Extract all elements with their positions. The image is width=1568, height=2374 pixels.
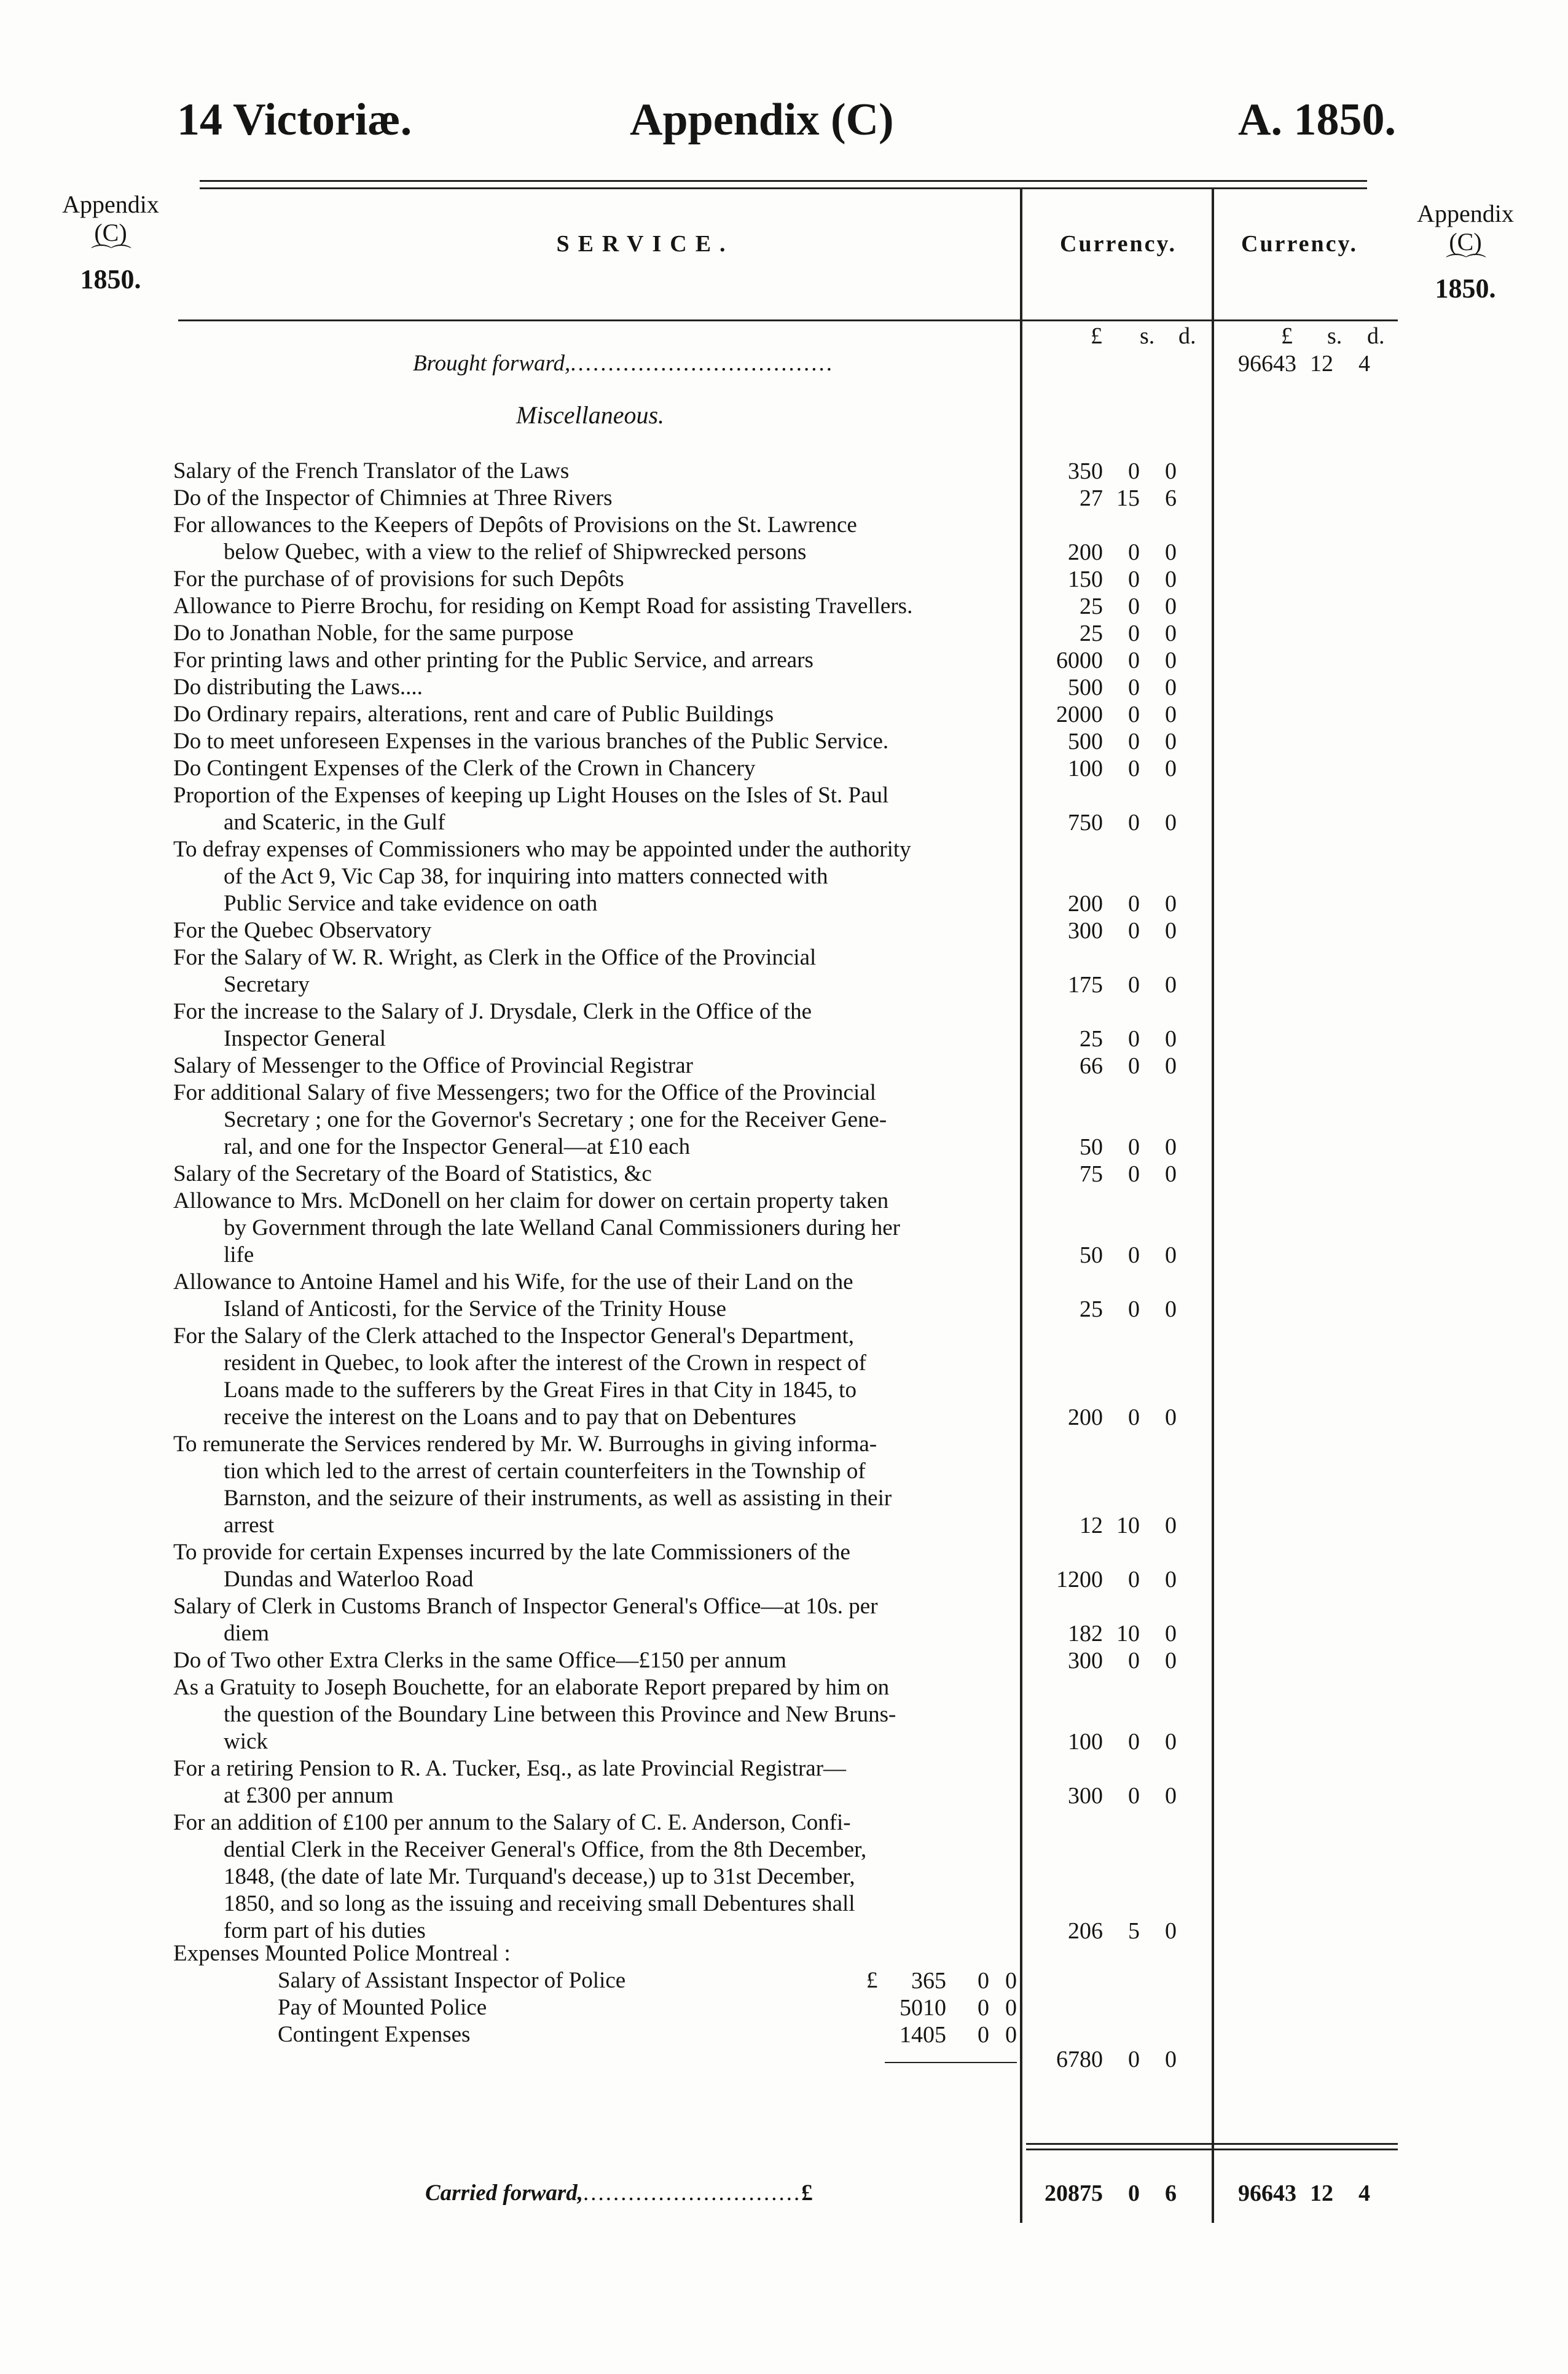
- amount-pence: 0: [1165, 1161, 1177, 1187]
- item-text: arrest: [224, 1513, 275, 1538]
- margin-label: Appendix: [62, 190, 159, 218]
- amount-shillings: 0: [1128, 458, 1140, 484]
- carried-forward-label: Carried forward,: [425, 2180, 583, 2206]
- amount-pence: 0: [1165, 1053, 1177, 1079]
- amount-pence: 0: [1165, 1729, 1177, 1755]
- amount-pounds: 200: [1068, 1404, 1103, 1430]
- item-text: the question of the Boundary Line between this Province and New Bruns-: [224, 1702, 896, 1727]
- unit-pence: d.: [1178, 323, 1196, 349]
- item-amount: [1029, 1918, 1177, 1945]
- margin-brace: ⌒⌒: [91, 245, 130, 267]
- table-row: [173, 674, 1016, 701]
- item-text: For printing laws and other printing for the Public Service, and arrears: [173, 648, 813, 673]
- item-text: For the purchase of of provisions for such Depôts: [173, 566, 624, 592]
- unit-shilling: s.: [1140, 323, 1155, 349]
- amount-shillings: 0: [1128, 918, 1140, 944]
- carried-forward-row: [173, 2180, 1016, 2207]
- item-amount: [1029, 593, 1177, 620]
- item-text: Salary of the French Translator of the Laws: [173, 458, 570, 484]
- column-divider: [1212, 189, 1214, 2223]
- item-amount: [1029, 1161, 1177, 1188]
- amount-pounds: 25: [1080, 594, 1103, 619]
- amount-pence: 6: [1165, 2180, 1177, 2206]
- table-row: [173, 1323, 1016, 1431]
- amount-pounds: 27: [1080, 485, 1103, 511]
- item-amount: [1029, 1566, 1177, 1593]
- police-total-amount: [1029, 2046, 1177, 2073]
- amount-shillings: 0: [1128, 1648, 1140, 1674]
- unit-shilling: s.: [1327, 323, 1343, 349]
- amount-shillings: 0: [1128, 702, 1140, 727]
- item-amount: [1029, 1620, 1177, 1647]
- item-text: diem: [224, 1621, 269, 1646]
- item-text: For the Quebec Observatory: [173, 918, 432, 943]
- margin-note-left: [43, 190, 178, 294]
- amount-pounds: 20875: [1045, 2180, 1103, 2206]
- amount-pounds: 66: [1080, 1053, 1103, 1079]
- amount-shillings: 0: [1128, 972, 1140, 998]
- item-amount: [1029, 1052, 1177, 1079]
- table-row: [173, 1809, 1016, 1945]
- amount-shillings: 10: [1116, 1513, 1140, 1538]
- item-text: form part of his duties: [224, 1918, 426, 1943]
- item-text: Allowance to Pierre Brochu, for residing on Kempt Road for assisting Travellers.: [173, 594, 913, 619]
- table-row: [173, 566, 1016, 593]
- amount-shillings: 12: [1310, 2180, 1333, 2206]
- table-row: [173, 620, 1016, 647]
- amount-pounds: 200: [1068, 539, 1103, 565]
- amount-pounds: 6780: [1056, 2047, 1103, 2072]
- table-row: [173, 512, 1016, 566]
- police-item-label: Contingent Expenses: [278, 2022, 471, 2047]
- item-amount: [1029, 971, 1177, 998]
- item-text: Inspector General: [224, 1026, 386, 1051]
- amount-pounds: 100: [1068, 1729, 1103, 1755]
- header-rule: [178, 319, 1398, 321]
- table-row: [173, 917, 1016, 944]
- unit-pence: d.: [1367, 323, 1385, 349]
- table-row: [173, 593, 1016, 620]
- item-text: 1850, and so long as the issuing and receiving small Debentures shall: [224, 1891, 855, 1916]
- amount-pence: 0: [1005, 1968, 1017, 1994]
- police-item-amount: [872, 1967, 1017, 1994]
- amount-pence: 0: [1165, 756, 1177, 782]
- table-row: [173, 1079, 1016, 1161]
- item-text: To remunerate the Services rendered by Mr. W. Burroughs in giving informa-: [173, 1432, 877, 1457]
- item-amount: [1029, 620, 1177, 647]
- amount-pence: 4: [1358, 2180, 1370, 2206]
- item-text: Do of the Inspector of Chimnies at Three Rivers: [173, 485, 613, 511]
- amount-pounds: 5010: [900, 1995, 946, 2021]
- amount-pence: 0: [1165, 2047, 1177, 2072]
- item-text: Salary of Clerk in Customs Branch of Inspector General's Office—at 10s. per: [173, 1594, 878, 1619]
- item-text: life: [224, 1242, 254, 1267]
- item-text: Barnston, and the seizure of their instruments, as well as assisting in their: [224, 1486, 892, 1511]
- header-left: 14 Victoriæ.: [177, 95, 412, 145]
- margin-year: 1850.: [80, 264, 141, 294]
- item-text: tion which led to the arrest of certain counterfeiters in the Township of: [224, 1459, 866, 1484]
- margin-letter: (C): [94, 219, 127, 246]
- margin-brace: ⌒⌒: [1446, 254, 1485, 276]
- item-amount: [1029, 458, 1177, 485]
- amount-pence: 0: [1165, 1026, 1177, 1052]
- amount-pounds: 750: [1068, 810, 1103, 836]
- item-amount: [1029, 1242, 1177, 1269]
- margin-year: 1850.: [1435, 273, 1496, 304]
- item-amount: [1029, 647, 1177, 674]
- item-text: For the Salary of the Clerk attached to the Inspector General's Department,: [173, 1323, 855, 1349]
- amount-shillings: 10: [1116, 1621, 1140, 1647]
- brought-forward-amount: [1223, 350, 1370, 377]
- amount-pounds: 25: [1080, 1296, 1103, 1322]
- item-text: Loans made to the sufferers by the Great Fires in that City in 1845, to: [224, 1377, 857, 1403]
- amount-pounds: 500: [1068, 729, 1103, 754]
- item-amount: [1029, 1404, 1177, 1431]
- amount-pounds: 365: [911, 1968, 946, 1994]
- item-text: Secretary ; one for the Governor's Secretary ; one for the Receiver Gene-: [224, 1107, 887, 1132]
- table-row: [173, 1674, 1016, 1755]
- amount-pence: 6: [1165, 485, 1177, 511]
- brought-forward-label: Brought forward,: [413, 351, 571, 376]
- table-row: [173, 701, 1016, 728]
- table-row: [173, 1188, 1016, 1269]
- amount-pence: 0: [1165, 810, 1177, 836]
- amount-pence: 0: [1165, 729, 1177, 754]
- item-amount: [1029, 728, 1177, 755]
- table-row: [173, 485, 1016, 512]
- amount-pence: 0: [1165, 594, 1177, 619]
- table-row: [173, 1052, 1016, 1079]
- top-rule: [200, 180, 1367, 182]
- police-item-label: Salary of Assistant Inspector of Police: [278, 1968, 626, 1993]
- item-amount: [1029, 1025, 1177, 1052]
- item-text: To defray expenses of Commissioners who may be appointed under the authority: [173, 837, 911, 862]
- top-rule: [200, 187, 1367, 189]
- header-center: Appendix (C): [630, 95, 894, 145]
- item-amount: [1029, 1782, 1177, 1809]
- section-heading: Miscellaneous.: [516, 401, 665, 429]
- amount-pounds: 300: [1068, 918, 1103, 944]
- amount-pence: 0: [1165, 1513, 1177, 1538]
- item-text: at £300 per annum: [224, 1783, 394, 1808]
- amount-shillings: 0: [1128, 2180, 1140, 2206]
- amount-shillings: 0: [1128, 1026, 1140, 1052]
- item-text: dential Clerk in the Receiver General's Office, from the 8th December,: [224, 1837, 867, 1862]
- carried-forward-amount-total: [1223, 2180, 1370, 2207]
- item-text: For allowances to the Keepers of Depôts of Provisions on the St. Lawrence: [173, 512, 857, 538]
- table-row: [173, 1161, 1016, 1188]
- subtotal-rule: [885, 2062, 1017, 2063]
- item-amount: [1029, 1728, 1177, 1755]
- item-amount: [1029, 566, 1177, 593]
- amount-pounds: 96643: [1238, 351, 1296, 377]
- item-text: As a Gratuity to Joseph Bouchette, for an elaborate Report prepared by him on: [173, 1675, 890, 1700]
- item-text: Salary of the Secretary of the Board of Statistics, &c: [173, 1161, 652, 1186]
- unit-pound: £: [1091, 323, 1102, 349]
- amount-pounds: 200: [1068, 891, 1103, 917]
- table-row: [173, 728, 1016, 755]
- amount-pounds: 206: [1068, 1918, 1103, 1944]
- amount-shillings: 0: [1128, 810, 1140, 836]
- amount-pounds: 6000: [1056, 648, 1103, 673]
- amount-shillings: 0: [1128, 648, 1140, 673]
- table-row: [173, 1755, 1016, 1809]
- margin-label: Appendix: [1417, 200, 1514, 227]
- amount-pence: 0: [1005, 1995, 1017, 2021]
- amount-pence: 0: [1165, 458, 1177, 484]
- table-row: [173, 1431, 1016, 1539]
- item-text: receive the interest on the Loans and to pay that on Debentures: [224, 1404, 796, 1430]
- table-row: [173, 944, 1016, 998]
- item-amount: [1029, 674, 1177, 701]
- amount-shillings: 0: [1128, 2047, 1140, 2072]
- amount-pence: 0: [1165, 1404, 1177, 1430]
- unit-pound: £: [1281, 323, 1293, 349]
- amount-pounds: 182: [1068, 1621, 1103, 1647]
- item-text: Do to Jonathan Noble, for the same purpose: [173, 621, 574, 646]
- item-text: Secretary: [224, 972, 310, 997]
- margin-letter: (C): [1449, 228, 1482, 256]
- amount-pence: 0: [1165, 1296, 1177, 1322]
- item-text: For additional Salary of five Messengers; two for the Office of the Provincial: [173, 1080, 876, 1105]
- item-text: Allowance to Antoine Hamel and his Wife, for the use of their Land on the: [173, 1269, 853, 1295]
- column-head-service: SERVICE.: [556, 231, 734, 257]
- item-text: For an addition of £100 per annum to the Salary of C. E. Anderson, Confi-: [173, 1810, 851, 1835]
- amount-pence: 0: [1165, 891, 1177, 917]
- amount-pounds: 96643: [1238, 2180, 1296, 2206]
- amount-shillings: 15: [1116, 485, 1140, 511]
- amount-shillings: 0: [978, 1968, 989, 1994]
- item-text: Do of Two other Extra Clerks in the same Office—£150 per annum: [173, 1648, 786, 1673]
- amount-pence: 0: [1165, 648, 1177, 673]
- item-text: For the Salary of W. R. Wright, as Clerk in the Office of the Provincial: [173, 945, 817, 970]
- amount-shillings: 0: [978, 2022, 989, 2048]
- amount-shillings: 0: [1128, 1404, 1140, 1430]
- item-text: Public Service and take evidence on oath: [224, 891, 598, 916]
- police-item-amount: [872, 2021, 1017, 2048]
- item-text: Allowance to Mrs. McDonell on her claim for dower on certain property taken: [173, 1188, 889, 1213]
- column-head-currency: Currency.: [1241, 231, 1358, 257]
- amount-pence: 0: [1165, 1242, 1177, 1268]
- item-text: For the increase to the Salary of J. Drysdale, Clerk in the Office of the: [173, 999, 812, 1024]
- table-row: [173, 1593, 1016, 1647]
- item-text: of the Act 9, Vic Cap 38, for inquiring into matters connected with: [224, 864, 828, 889]
- item-amount: [1029, 809, 1177, 836]
- amount-pounds: 12: [1080, 1513, 1103, 1538]
- amount-pounds: 350: [1068, 458, 1103, 484]
- column-divider: [1020, 189, 1022, 2223]
- amount-pence: 0: [1165, 621, 1177, 646]
- amount-pence: 0: [1165, 918, 1177, 944]
- item-text: Salary of Messenger to the Office of Provincial Registrar: [173, 1053, 693, 1078]
- item-text: below Quebec, with a view to the relief of Shipwrecked persons: [224, 539, 807, 565]
- table-row: [173, 647, 1016, 674]
- amount-shillings: 0: [1128, 1567, 1140, 1592]
- item-text: Do Ordinary repairs, alterations, rent and care of Public Buildings: [173, 702, 774, 727]
- amount-pence: 0: [1165, 675, 1177, 700]
- header-right: A. 1850.: [1238, 95, 1396, 145]
- margin-note-right: [1398, 200, 1533, 303]
- amount-shillings: 0: [978, 1995, 989, 2021]
- amount-shillings: 0: [1128, 1161, 1140, 1187]
- amount-pounds: 300: [1068, 1783, 1103, 1809]
- item-text: by Government through the late Welland Canal Commissioners during her: [224, 1215, 900, 1240]
- item-text: To provide for certain Expenses incurred by the late Commissioners of the: [173, 1540, 850, 1565]
- item-text: Do distributing the Laws....: [173, 675, 423, 700]
- table-row: [173, 836, 1016, 917]
- item-text: ral, and one for the Inspector General—at £10 each: [224, 1134, 691, 1159]
- table-row: [173, 998, 1016, 1052]
- amount-pence: 0: [1005, 2022, 1017, 2048]
- item-text: Proportion of the Expenses of keeping up Light Houses on the Isles of St. Paul: [173, 783, 889, 808]
- item-amount: [1029, 890, 1177, 917]
- amount-shillings: 0: [1128, 729, 1140, 754]
- amount-shillings: 12: [1310, 351, 1333, 377]
- amount-pence: 0: [1165, 566, 1177, 592]
- item-amount: [1029, 1134, 1177, 1161]
- amount-pounds: 1405: [900, 2022, 946, 2048]
- amount-pounds: 2000: [1056, 702, 1103, 727]
- item-text: 1848, (the date of late Mr. Turquand's decease,) up to 31st December,: [224, 1864, 855, 1889]
- item-amount: [1029, 1647, 1177, 1674]
- amount-shillings: 0: [1128, 1134, 1140, 1160]
- item-amount: [1029, 755, 1177, 782]
- amount-pence: 0: [1165, 1918, 1177, 1944]
- amount-shillings: 0: [1128, 621, 1140, 646]
- amount-shillings: 0: [1128, 1783, 1140, 1809]
- amount-pounds: 50: [1080, 1134, 1103, 1160]
- item-text: For a retiring Pension to R. A. Tucker, Esq., as late Provincial Registrar—: [173, 1756, 847, 1781]
- amount-shillings: 0: [1128, 1296, 1140, 1322]
- item-text: wick: [224, 1729, 268, 1754]
- police-heading: Expenses Mounted Police Montreal :: [173, 1941, 511, 1966]
- table-row: [173, 1647, 1016, 1674]
- amount-shillings: 0: [1128, 1053, 1140, 1079]
- table-row: [173, 1539, 1016, 1593]
- amount-shillings: 0: [1128, 756, 1140, 782]
- amount-pounds: 300: [1068, 1648, 1103, 1674]
- carried-forward-pound-sign: £: [801, 2180, 813, 2206]
- item-amount: [1029, 485, 1177, 512]
- column-head-currency: Currency.: [1060, 231, 1177, 257]
- police-item-amount: [872, 1994, 1017, 2021]
- amount-shillings: 0: [1128, 594, 1140, 619]
- item-text: Dundas and Waterloo Road: [224, 1567, 474, 1592]
- amount-pence: 0: [1165, 1621, 1177, 1647]
- total-rule: [1026, 2143, 1398, 2145]
- amount-pounds: 500: [1068, 675, 1103, 700]
- item-text: Island of Anticosti, for the Service of the Trinity House: [224, 1296, 727, 1322]
- amount-pence: 0: [1165, 539, 1177, 565]
- item-text: and Scateric, in the Gulf: [224, 810, 445, 835]
- table-row: [173, 458, 1016, 485]
- carried-forward-amount: [1029, 2180, 1177, 2207]
- item-amount: [1029, 1512, 1177, 1539]
- amount-shillings: 0: [1128, 1242, 1140, 1268]
- amount-pounds: 75: [1080, 1161, 1103, 1187]
- amount-shillings: 0: [1128, 675, 1140, 700]
- amount-pence: 0: [1165, 1134, 1177, 1160]
- police-pound-sign: £: [866, 1968, 878, 1993]
- amount-shillings: 5: [1128, 1918, 1140, 1944]
- amount-pounds: 150: [1068, 566, 1103, 592]
- item-amount: [1029, 917, 1177, 944]
- leader-dots: .............................: [582, 2180, 802, 2206]
- amount-pence: 4: [1358, 351, 1370, 377]
- amount-pounds: 175: [1068, 972, 1103, 998]
- item-text: resident in Quebec, to look after the interest of the Crown in respect of: [224, 1350, 866, 1376]
- amount-pence: 0: [1165, 1648, 1177, 1674]
- amount-shillings: 0: [1128, 1729, 1140, 1755]
- leader-dots: ...................................: [570, 351, 834, 376]
- brought-forward-row: [173, 350, 1016, 377]
- total-rule: [1026, 2149, 1398, 2150]
- amount-pounds: 100: [1068, 756, 1103, 782]
- amount-pence: 0: [1165, 1567, 1177, 1592]
- item-amount: [1029, 701, 1177, 728]
- amount-pence: 0: [1165, 1783, 1177, 1809]
- item-text: Do Contingent Expenses of the Clerk of the Crown in Chancery: [173, 756, 756, 781]
- police-item-label: Pay of Mounted Police: [278, 1995, 487, 2020]
- table-row: [173, 1269, 1016, 1323]
- amount-pounds: 25: [1080, 621, 1103, 646]
- amount-pence: 0: [1165, 972, 1177, 998]
- amount-shillings: 0: [1128, 566, 1140, 592]
- item-text: Do to meet unforeseen Expenses in the various branches of the Public Service.: [173, 729, 889, 754]
- item-amount: [1029, 1296, 1177, 1323]
- amount-shillings: 0: [1128, 539, 1140, 565]
- table-row: [173, 755, 1016, 782]
- amount-pounds: 25: [1080, 1026, 1103, 1052]
- item-amount: [1029, 539, 1177, 566]
- amount-pence: 0: [1165, 702, 1177, 727]
- table-row: [173, 782, 1016, 836]
- amount-pounds: 1200: [1056, 1567, 1103, 1592]
- amount-shillings: 0: [1128, 891, 1140, 917]
- amount-pounds: 50: [1080, 1242, 1103, 1268]
